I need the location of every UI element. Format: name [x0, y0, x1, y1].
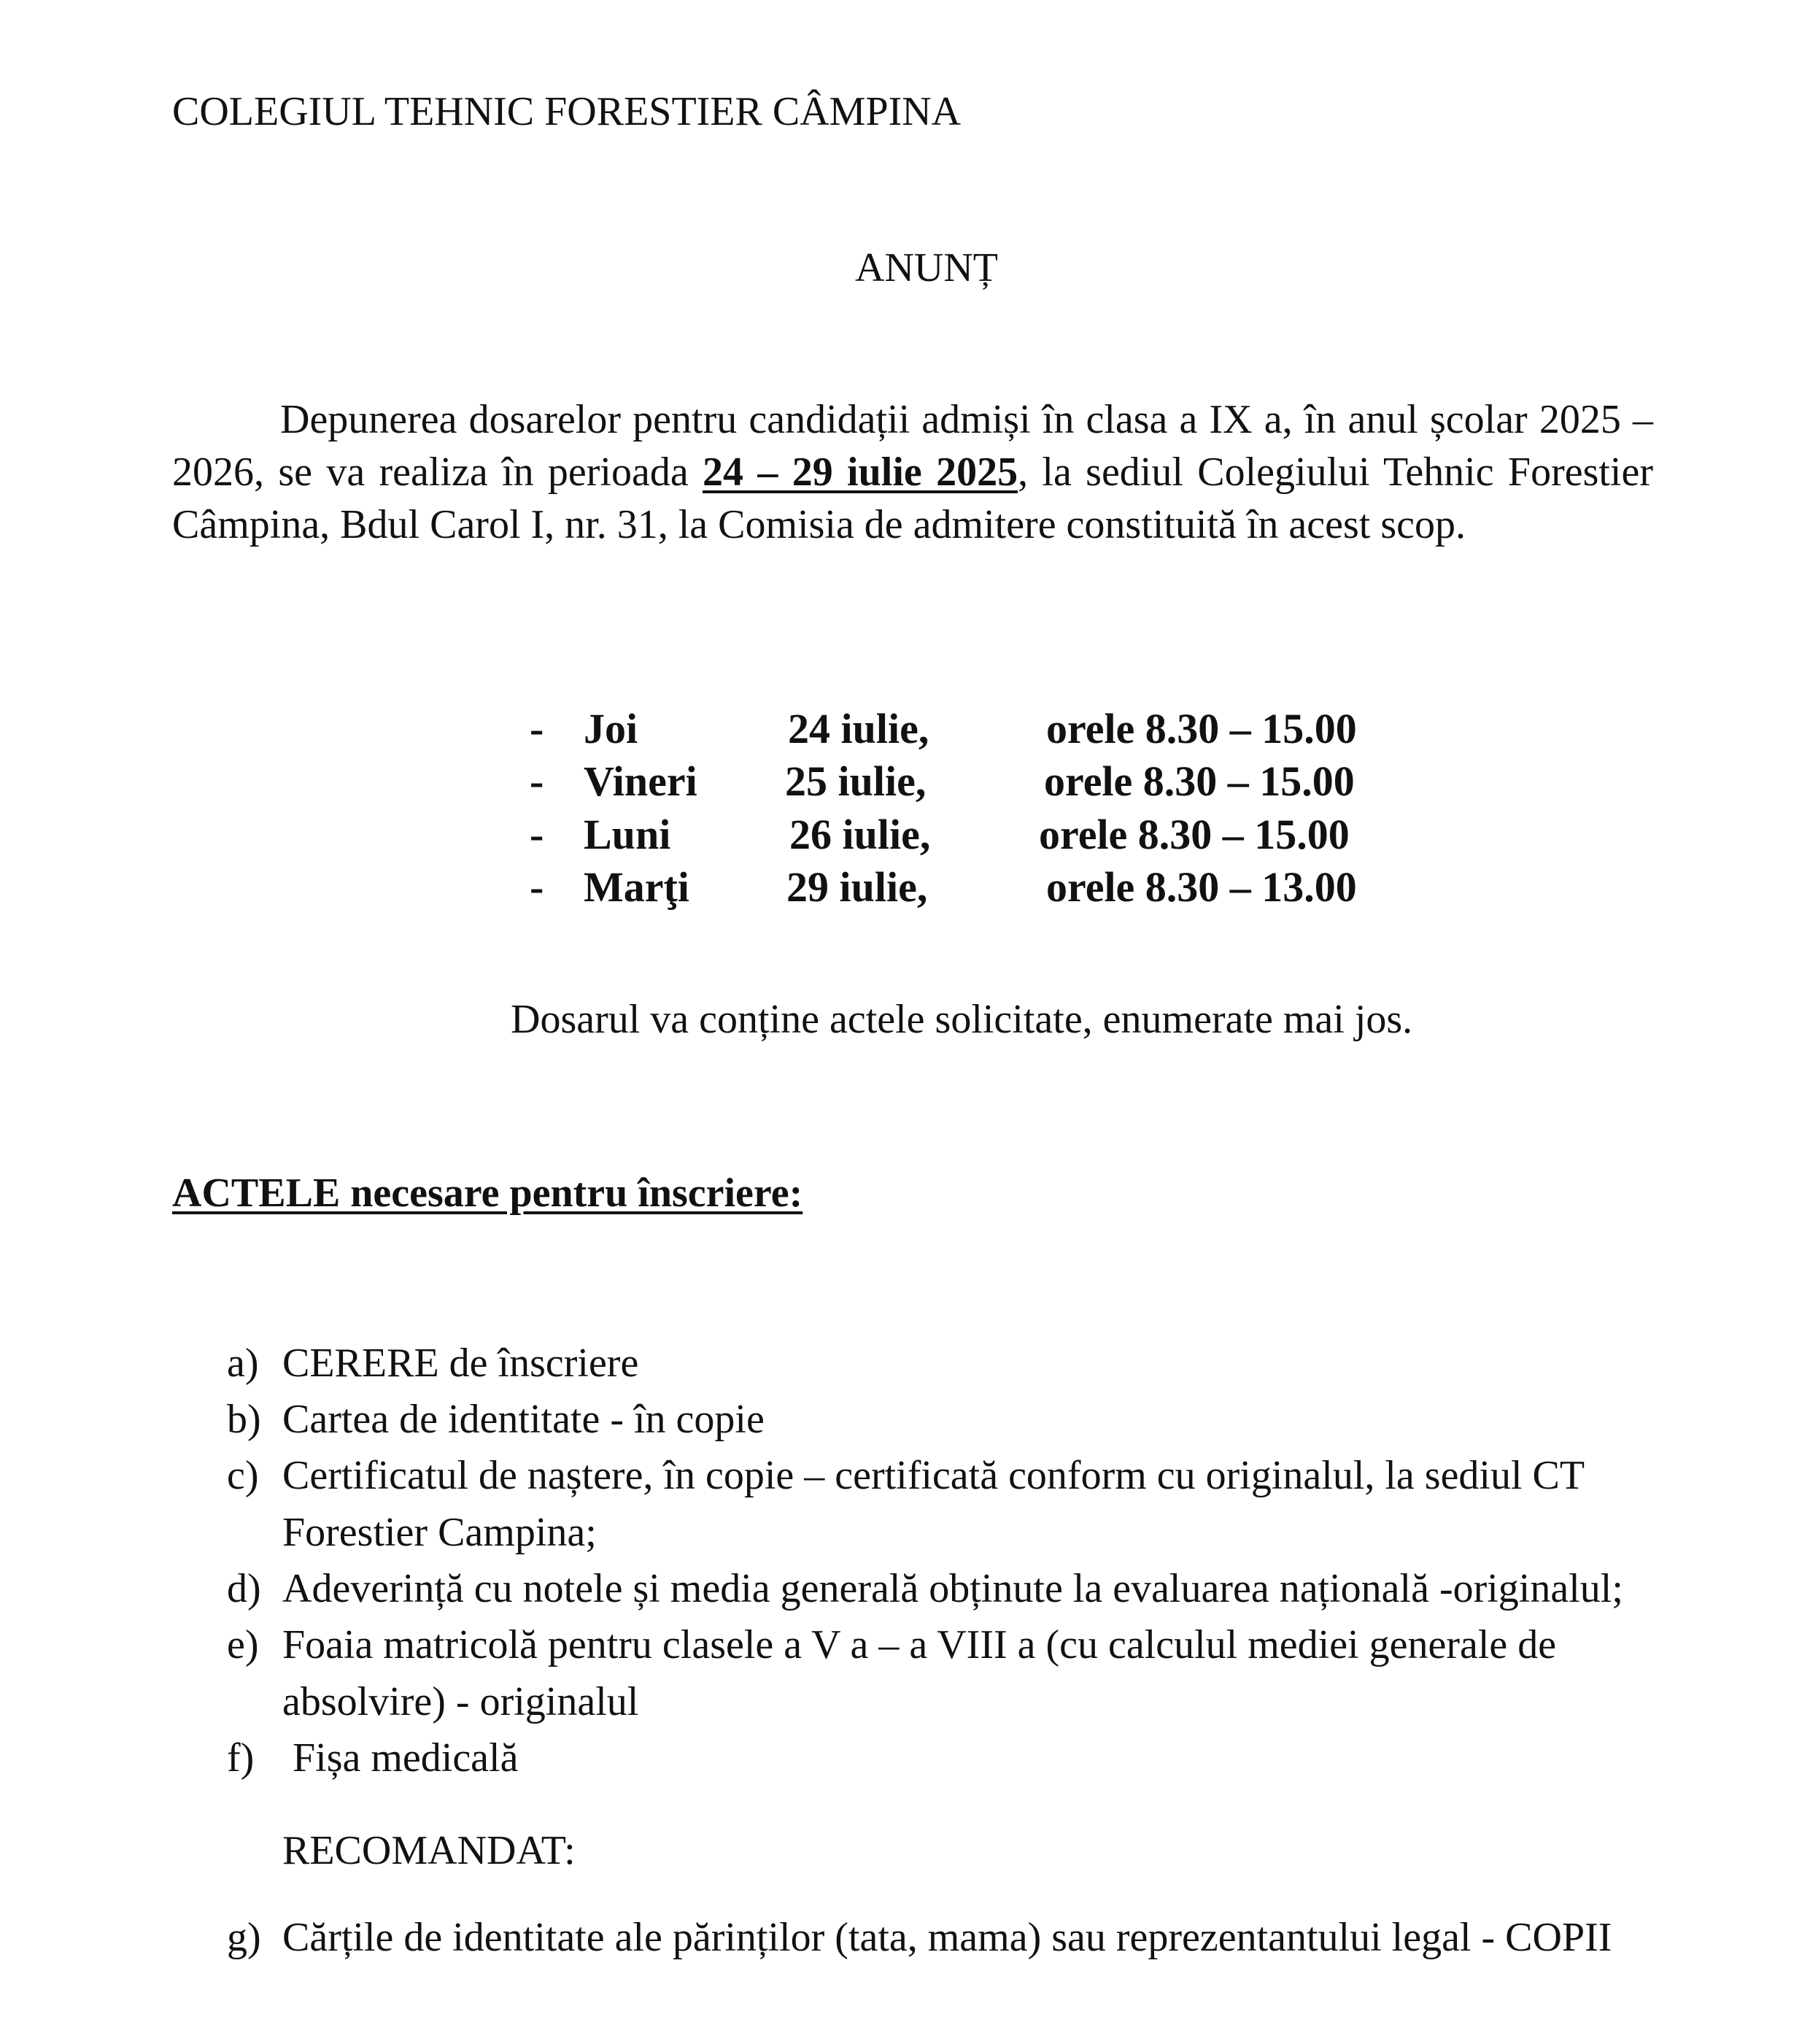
- schedule-day: Luni: [584, 811, 671, 858]
- schedule-date: 26 iulie,: [789, 811, 931, 858]
- announcement-title: ANUNȚ: [855, 245, 998, 290]
- list-text: Foaia matricolă pentru clasele a V a – a VIII a (cu calculul mediei generale de absolvire) - originalul: [282, 1622, 1557, 1724]
- list-text: CERERE de înscriere: [282, 1341, 639, 1386]
- schedule-row: [0, 755, 1810, 808]
- intro-text-before-date: Depunerea dosarelor pentru candidații admiși în clasa a IX a, în anul școlar 2025 – 2026, se va realiza în perioada: [172, 397, 1653, 495]
- schedule-date: 25 iulie,: [785, 757, 927, 805]
- list-marker: a): [227, 1341, 259, 1386]
- schedule-date: 29 iulie,: [786, 863, 928, 911]
- schedule-row: [0, 861, 1810, 914]
- schedule-hours: orele 8.30 – 13.00: [1046, 863, 1357, 911]
- list-marker: e): [227, 1622, 259, 1667]
- list-marker: g): [227, 1915, 261, 1960]
- schedule-date: 24 iulie,: [788, 705, 929, 752]
- schedule-dash: -: [530, 705, 544, 752]
- schedule-row: [0, 703, 1810, 755]
- schedule-hours: orele 8.30 – 15.00: [1039, 811, 1350, 858]
- schedule-row: [0, 809, 1810, 861]
- schedule-dash: -: [530, 757, 544, 805]
- list-marker: b): [227, 1397, 261, 1442]
- recommended-label: RECOMANDAT:: [282, 1828, 576, 1873]
- list-text: Adeverință cu notele și media generală obținute la evaluarea națională -originalul;: [282, 1566, 1623, 1611]
- school-name: COLEGIUL TEHNIC FORESTIER CÂMPINA: [172, 89, 962, 134]
- intro-paragraph: [172, 393, 1653, 551]
- dossier-note: Dosarul va conține actele solicitate, enumerate mai jos.: [511, 997, 1413, 1042]
- schedule-day: Vineri: [584, 757, 697, 805]
- intro-text-after-date: , la sediul Colegiului Tehnic Forestier Câmpina, Bdul Carol I, nr. 31, la Comisia de admitere constituită în acest scop.: [172, 450, 1653, 547]
- list-marker: f): [227, 1735, 255, 1781]
- schedule-day: Joi: [584, 705, 638, 752]
- submission-period: 24 – 29 iulie 2025: [703, 450, 1018, 495]
- list-text: Cartea de identitate - în copie: [282, 1397, 765, 1442]
- schedule-dash: -: [530, 811, 544, 858]
- list-text: Fișa medicală: [282, 1735, 519, 1781]
- list-text: Certificatul de naștere, în copie – certificată conform cu originalul, la sediul CT Forestier Campina;: [282, 1453, 1585, 1555]
- schedule-day: Marţi: [584, 863, 689, 911]
- list-marker: c): [227, 1453, 259, 1498]
- list-marker: d): [227, 1566, 261, 1611]
- schedule-hours: orele 8.30 – 15.00: [1044, 757, 1355, 805]
- schedule-hours: orele 8.30 – 15.00: [1046, 705, 1357, 752]
- documents-heading: ACTELE necesare pentru înscriere:: [172, 1171, 803, 1216]
- list-text: Cărțile de identitate ale părinților (tata, mama) sau reprezentantului legal - COPII: [282, 1915, 1612, 1960]
- schedule-dash: -: [530, 863, 544, 911]
